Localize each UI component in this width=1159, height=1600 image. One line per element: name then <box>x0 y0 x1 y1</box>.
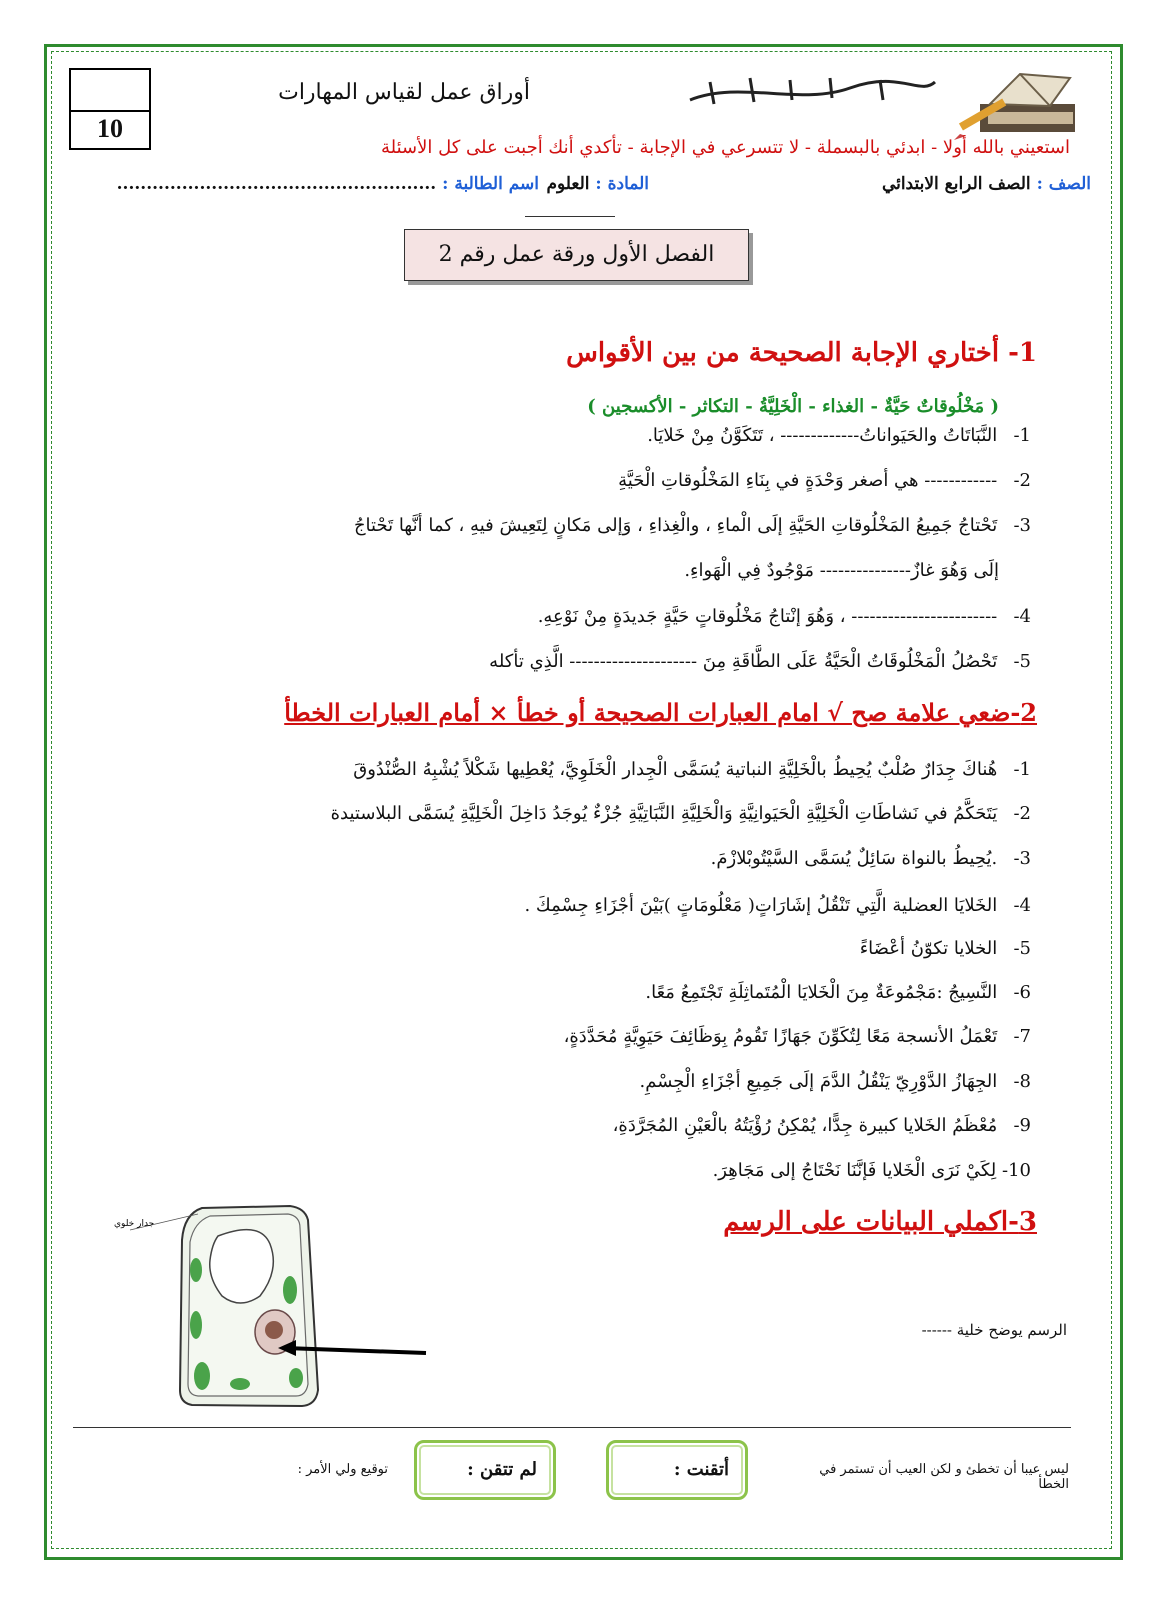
s1-question-3: 3- تَحْتاجُ جَمِيعُ المَخْلُوقاتِ الحَيَّةِ إلَى الْماءِ ، والْغِذاءِ ، وَإلى مَكانٍ لِتَعِيشَ فيهِ ، كما أنَّها تَحْتاجُ <box>353 515 1031 536</box>
score-box <box>69 68 151 150</box>
section3-heading: 3-اكملي البيانات على الرسم <box>723 1207 1037 1237</box>
s2-statement-4: 4- الخَلايَا العضلية الَّتِي تَنْقُلُ إشَارَاتٍ( مَعْلُومَاتٍ )بَيْنَ أجْزَاءِ جِسْمِكَ . <box>524 895 1031 916</box>
footer-motto: ليس عيبا أن تخطئ و لكن العيب أن تستمر في الخطأ <box>819 1462 1069 1492</box>
s1-question-4: 4- ------------------------ ، وَهُوَ إنْتاجُ مَخْلُوقاتٍ حَيَّةٍ جَديدَةٍ مِنْ نَوْعِهِ. <box>537 606 1031 627</box>
footer-divider <box>73 1427 1071 1428</box>
cell-wall-label: جدار خلوي <box>114 1219 155 1229</box>
s2-statement-7: 7- تَعْمَلُ الأنسجة مَعًا لِتُكَوِّنَ جَهَازًا تَقُومُ بِوَظَائِفَ حَيَوِيَّةٍ مُحَدَّدَةٍ، <box>563 1026 1031 1047</box>
diagram-caption: الرسم يوضح خلية ------ <box>921 1321 1067 1339</box>
s2-statement-1: 1- هُناكَ جِدَارٌ صُلْبٌ يُحِيطُ بالْخَلِيَّةِ النباتية يُسَمَّى الْجِدار الْخَلَوِيَّ، يُعْطِيها شَكْلاً يُشْبِهُ الصُّنْدُوقَ <box>353 759 1031 780</box>
subject-label: المادة : <box>595 174 649 194</box>
plant-cell-diagram <box>110 1200 440 1415</box>
mastered-box[interactable] <box>606 1440 748 1500</box>
subject-value: العلوم <box>546 174 590 194</box>
s2-statement-10: 10- لِكَيْ نَرَى الْخَلايا فَإنَّنَا نَحْتَاجُ إلى مَجَاهِرَ. <box>712 1160 1031 1181</box>
books-pencil-icon <box>950 64 1085 144</box>
s2-statement-6: 6- النَّسِيجُ :مَجْمُوعَةٌ مِنَ الْخَلايَا الْمُتَماثِلَةِ تَجْتَمِعُ مَعًا. <box>645 982 1031 1003</box>
worksheet-title: الفصل الأول ورقة عمل رقم 2 <box>438 242 715 267</box>
grade-field <box>882 174 1091 194</box>
student-name-label: اسم الطالبة : <box>442 174 539 194</box>
grade-value: الصف الرابع الابتدائي <box>881 174 1031 194</box>
s1-question-2: 2- ------------ هي أصغر وَحْدَةٍ في بِنَاءِ المَخْلُوقاتِ الْحَيَّةِ <box>618 470 1031 491</box>
s2-statement-5: 5- الخلايا تكوّنُ أعْضَاءً <box>859 938 1031 959</box>
score-value: 10 <box>97 114 123 143</box>
subject-field <box>546 174 649 194</box>
basmala-calligraphy <box>680 70 940 110</box>
grade-label: الصف : <box>1036 174 1091 194</box>
not-mastered-label: لم تتقن : <box>467 1459 537 1480</box>
s1-question-1: 1- النَّبَاتَاتُ والحَيَواناتُ------------- ، تَتَكَوَّنُ مِنْ خَلايَا. <box>647 425 1031 446</box>
not-mastered-box[interactable] <box>414 1440 556 1500</box>
parent-signature-label: توقيع ولي الأمر : <box>297 1462 388 1477</box>
section1-heading: 1- أختاري الإجابة الصحيحة من بين الأقواس <box>566 338 1037 368</box>
s2-statement-3: 3- .يُحِيطُ بالنواة سَائِلٌ يُسَمَّى السَّيْتُوبْلازْمَ. <box>710 848 1031 869</box>
title-rule <box>525 216 615 217</box>
student-name-field[interactable] <box>117 174 539 194</box>
s1-question-5: 5- تَحْصُلُ الْمَخْلُوقَاتُ الْحَيَّةُ عَلَى الطَّاقَةِ مِنَ --------------------- الَّذِي تأكله <box>489 651 1031 672</box>
worksheet-title-box <box>404 229 749 281</box>
s2-statement-8: 8- الجِهَازُ الدَّوْرِيّ يَنْقُلُ الدَّمَ إلَى جَمِيعِ أجْزَاءِ الْجِسْمِ. <box>639 1071 1031 1092</box>
s2-statement-9: 9- مُعْظَمُ الخَلايا كبيرة جِدًّا، يُمْكِنُ رُؤْيَتُهُ بالْعَيْنِ المُجَرَّدَةِ، <box>612 1115 1031 1136</box>
s2-statement-2: 2- يَتَحَكَّمُ في نَشاطَاتِ الْخَلِيَّةِ الْحَيَوانِيَّةِ وَالْخَلِيَّةِ النَّبَاتِيَّةِ جُزْءٌ يُوجَدُ دَاخِلَ الْخَلِيَّةِ يُسَمَّى البلاستيدة <box>330 803 1031 824</box>
s1-question-3-cont: إلَى وَهُوَ غازٌ--------------- مَوْجُودٌ فِي الْهَواءِ. <box>684 560 999 581</box>
section2-heading: 2-ضعي علامة صح √ امام العبارات الصحيحة أو خطأ × أمام العبارات الخطأ <box>284 698 1037 727</box>
worksheet-series-title: أوراق عمل لقياس المهارات <box>278 80 530 105</box>
instructions-line: استعيني بالله أولا - ابدئي بالبسملة - لا تتسرعي في الإجابة - تأكدي أنك أجبت على كل الأسئلة <box>381 137 1070 158</box>
word-bank: ( مَخْلُوقاتٌ حَيَّةٌ - الغذاء - الْخَلِيَّةُ - التكاثر - الأكسجين ) <box>587 396 999 417</box>
student-name-blank: ...................................................... <box>116 174 437 194</box>
mastered-label: أتقنت : <box>673 1459 729 1480</box>
